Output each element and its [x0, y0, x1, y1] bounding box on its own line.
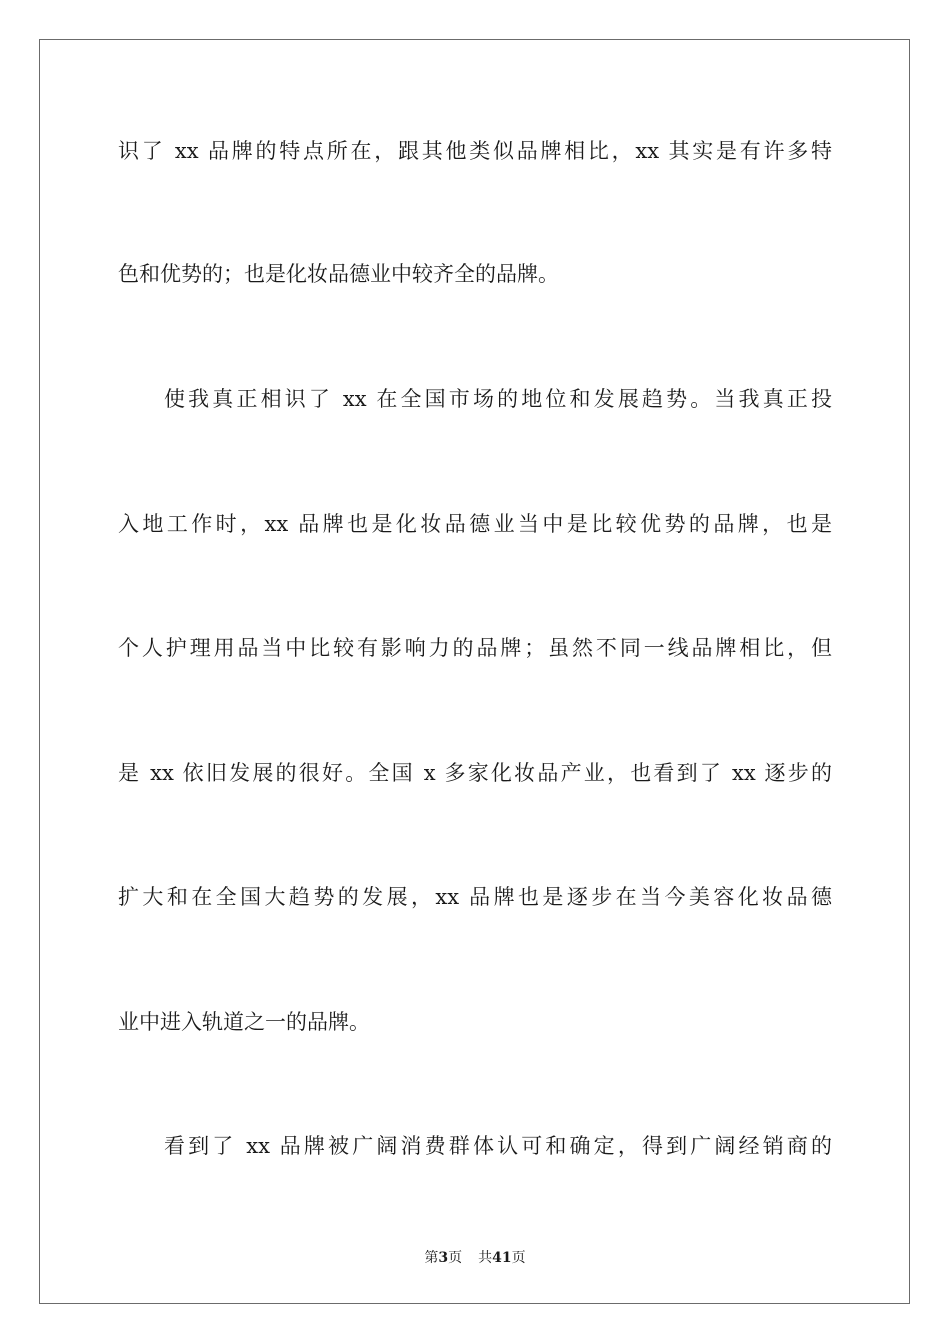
page-footer: [0, 1247, 950, 1267]
page-border: [39, 39, 910, 1304]
text-line-9: 看到了 xx 品牌被广阔消费群体认可和确定，得到广阔经销商的: [164, 1134, 832, 1158]
text-line-3: 使我真正相识了 xx 在全国市场的地位和发展趋势。当我真正投: [164, 387, 832, 411]
text-line-2: 色和优势的；也是化妆品德业中较齐全的品牌。: [118, 262, 559, 286]
footer-page-suffix: 页: [448, 1250, 463, 1266]
footer-page-prefix: 第: [424, 1250, 439, 1266]
text-line-5: 个人护理用品当中比较有影响力的品牌；虽然不同一线品牌相比，但: [118, 636, 832, 660]
text-line-1: 识了 xx 品牌的特点所在，跟其他类似品牌相比，xx 其实是有许多特: [118, 139, 832, 163]
footer-total-suffix: 页: [511, 1250, 526, 1266]
text-line-8: 业中进入轨道之一的品牌。: [118, 1010, 370, 1034]
footer-total-prefix: 共: [478, 1250, 493, 1266]
footer-page-number: 3: [438, 1250, 449, 1266]
footer-total-pages: 41: [492, 1250, 512, 1266]
text-line-6: 是 xx 依旧发展的很好。全国 x 多家化妆品产业，也看到了 xx 逐步的: [118, 761, 832, 785]
text-line-7: 扩大和在全国大趋势的发展，xx 品牌也是逐步在当今美容化妆品德: [118, 885, 832, 909]
text-line-4: 入地工作时，xx 品牌也是化妆品德业当中是比较优势的品牌，也是: [118, 512, 832, 536]
